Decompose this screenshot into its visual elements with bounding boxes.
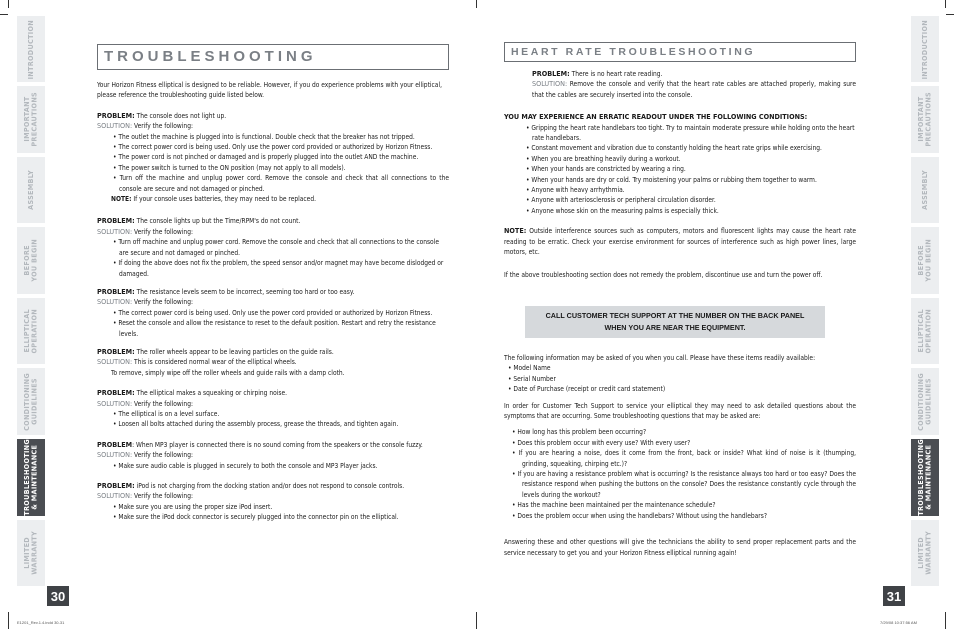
crop-mark — [0, 14, 8, 15]
info-intro: The following information may be asked of you when you call. Please have these items readily available: — [504, 354, 816, 362]
tab-elliptical-operation[interactable] — [17, 298, 45, 364]
solution-1 — [97, 121, 449, 131]
note-text: Outside interference sources such as computers, motors and fluorescent lights may cause the heart rate reading to be erratic. Check your exercise environment for sources of interference such as high power lines, large motors, etc. — [504, 227, 856, 257]
problem-text: There is no heart rate reading. — [571, 70, 663, 78]
tab-limited-warranty[interactable] — [911, 520, 939, 586]
list-item: • Model Name — [508, 364, 551, 373]
list-item: • Turn off machine and unplug power cord. Remove the console and check that all connections to the console are secure and not damaged or pinched. — [113, 238, 439, 257]
solution-label: SOLUTION: — [97, 226, 133, 236]
intro-text: Your Horizon Fitness elliptical is designed to be reliable. However, if you do experience problems with your elliptical, please reference the troubleshooting guide listed below. — [97, 81, 442, 100]
tab-introduction[interactable] — [17, 16, 45, 82]
solution-text: Verify the following: — [134, 122, 193, 131]
tab-label: TROUBLESHOOTING & MAINTENANCE — [22, 438, 39, 516]
list-item: • When you are breathing heavily during a workout. — [526, 154, 681, 163]
list-item: • Anyone with arteriosclerosis or peripheral circulation disorder. — [526, 196, 716, 205]
tab-troubleshooting-maintenance[interactable] — [17, 439, 45, 516]
print-footer-right: 7/29/08 10:37:56 AM — [880, 620, 917, 625]
list-item: • Anyone whose skin on the measuring palms is especially thick. — [526, 206, 719, 215]
problem-label: PROBLEM: — [97, 286, 135, 296]
tab-assembly[interactable] — [911, 157, 939, 223]
right-column — [504, 69, 856, 280]
problem-text: The elliptical makes a squeaking or chirping noise. — [136, 389, 287, 398]
solution-label: SOLUTION: — [97, 297, 133, 307]
hr-problem — [532, 69, 856, 79]
solution-2 — [97, 227, 449, 237]
tab-introduction[interactable] — [911, 16, 939, 82]
solution-text: This is considered normal wear of the elliptical wheels. — [134, 358, 297, 367]
tab-assembly[interactable] — [17, 157, 45, 223]
crop-mark — [476, 612, 477, 629]
solution-label: SOLUTION: — [97, 450, 133, 460]
tab-before-you-begin[interactable] — [911, 227, 939, 293]
list-item: • If doing the above does not fix the problem, the speed sensor and/or magnet may have become dislodged or damaged. — [113, 259, 444, 278]
tab-label: ASSEMBLY — [26, 170, 36, 211]
problem-4 — [97, 347, 449, 357]
remedy-text: If the above troubleshooting section does not remedy the problem, discontinue use and turn the power off. — [504, 270, 823, 279]
list-item: • When your hands are constricted by wearing a ring. — [526, 165, 686, 174]
list-item: • Reset the console and allow the resistance to reset to the default position. Restart and retry the resistance levels. — [113, 319, 436, 338]
tab-conditioning-guidelines[interactable] — [17, 368, 45, 434]
tab-label: LIMITED WARRANTY — [916, 530, 933, 575]
note-label: NOTE: — [111, 195, 132, 204]
list-item: • Date of Purchase (receipt or credit card statement) — [508, 385, 666, 394]
note — [504, 226, 856, 257]
list-item: • Turn off the machine and unplug power cord. Remove the console and check that all connections to the console are secure and not damaged or pinched. — [113, 174, 449, 193]
list-item: • The correct power cord is being used. Only use the power cord provided or authorized by Horizon Fitness. — [113, 308, 433, 317]
erratic-heading: YOU MAY EXPERIENCE AN ERRATIC READOUT UNDER THE FOLLOWING CONDITIONS: — [504, 112, 808, 122]
left-column — [97, 80, 449, 523]
problem-text: The resistance levels seem to be incorrect, seeming too hard or too easy. — [136, 287, 355, 296]
solution-text: Remove the console and verify that the heart rate cables are attached properly, making sure that the cables are securely inserted into the console. — [532, 80, 856, 99]
crop-mark — [945, 0, 946, 8]
crop-mark — [476, 0, 477, 8]
order-text: In order for Customer Tech Support to service your elliptical they may need to ask detailed questions about the symptoms that are occurring. Some troubleshooting questions that may be asked are: — [504, 401, 856, 421]
problem-text: The roller wheels appear to be leaving particles on the guide rails. — [136, 347, 334, 356]
solution-label: SOLUTION: — [97, 357, 133, 367]
problem-label: PROBLEM: — [532, 69, 570, 78]
note — [111, 194, 449, 204]
solution-label: SOLUTION: — [97, 121, 133, 131]
tab-label: ELLIPTICAL OPERATION — [916, 308, 933, 354]
list-item: • Serial Number — [508, 374, 556, 383]
crop-mark — [8, 612, 9, 629]
solution-detail: To remove, simply wipe off the roller wheels and guide rails with a damp cloth. — [111, 368, 345, 377]
list-item: • How long has this problem been occurring? — [512, 428, 647, 437]
list-item: • Loosen all bolts attached during the assembly process, grease the threads, and tighten again. — [113, 420, 399, 429]
problem-text: iPod is not charging from the docking station and/or does not respond to console controls. — [136, 482, 405, 490]
tab-label: LIMITED WARRANTY — [22, 530, 39, 575]
page-number-right: 31 — [883, 586, 905, 606]
left-section-tabs — [17, 16, 45, 586]
problem-label: PROBLEM — [97, 439, 133, 449]
solution-text: Verify the following: — [134, 399, 193, 408]
tab-label: CONDITIONING GUIDELINES — [916, 372, 933, 431]
tab-conditioning-guidelines[interactable] — [911, 368, 939, 434]
problem-5 — [97, 388, 449, 398]
crop-mark — [8, 0, 9, 8]
solution-label: SOLUTION: — [532, 79, 568, 89]
tab-important-precautions[interactable] — [911, 86, 939, 152]
list-item: • Does this problem occur with every use? With every user? — [512, 438, 691, 447]
note-text: If your console uses batteries, they may need to be replaced. — [133, 195, 316, 204]
tab-label: ELLIPTICAL OPERATION — [22, 308, 39, 354]
section-title: HEART RATE TROUBLESHOOTING — [511, 46, 756, 58]
tab-limited-warranty[interactable] — [17, 520, 45, 586]
tab-label: TROUBLESHOOTING & MAINTENANCE — [916, 438, 933, 516]
list-item: • The correct power cord is being used. Only use the power cord provided or authorized by Horizon Fitness. — [113, 143, 433, 152]
solution-text: Verify the following: — [134, 298, 193, 307]
list-item: • The power cord is not pinched or damaged and is properly plugged into the outlet AND the machine. — [113, 153, 419, 162]
list-item: • The outlet the machine is plugged into is functional. Double check that the breaker has not tripped. — [113, 132, 415, 141]
tab-elliptical-operation[interactable] — [911, 298, 939, 364]
problem-label: PROBLEM: — [97, 346, 135, 356]
solution-7 — [97, 491, 449, 501]
problem-text: When MP3 player is connected there is no sound coming from the speakers or the console fuzzy. — [136, 440, 423, 449]
solution-text: Verify the following: — [134, 451, 193, 460]
problem-6: PROBLEM: When MP3 player is connected there is no sound coming from the speakers or the console fuzzy. — [97, 439, 423, 449]
problem-label: PROBLEM: — [97, 481, 135, 490]
list-item: • Constant movement and vibration due to constantly holding the heart rate grips while exercising. — [526, 144, 822, 153]
left-title-box — [97, 44, 449, 70]
tab-label: IMPORTANT PRECAUTIONS — [916, 92, 933, 147]
problem-text: The console does not light up. — [136, 111, 227, 120]
tab-label: CONDITIONING GUIDELINES — [22, 372, 39, 431]
tab-label: INTRODUCTION — [920, 19, 930, 79]
solution-label: SOLUTION: — [97, 491, 133, 501]
solution-label: SOLUTION: — [97, 398, 133, 408]
closing-text: Answering these and other questions will give the technicians the ability to send proper replacement parts and the service necessary to get you and your Horizon Fitness elliptical running again! — [504, 538, 856, 557]
list-item: • If you are having a resistance problem what is occurring? Is the resistance always too hard or too easy? Does the resistance respond when pushing the buttons on the console? Does the resistance constantly cycle through the levels during the workout? — [512, 470, 856, 499]
tab-label: BEFORE YOU BEGIN — [22, 239, 39, 282]
solution-5 — [97, 399, 449, 409]
page-title: TROUBLESHOOTING — [104, 48, 317, 65]
list-item: • The power switch is turned to the ON position (may not apply to all models). — [113, 163, 346, 172]
solution-3 — [97, 297, 449, 307]
tab-label: BEFORE YOU BEGIN — [916, 239, 933, 282]
list-item: • Make sure audio cable is plugged in securely to both the console and MP3 Player jacks. — [113, 461, 378, 470]
hr-solution — [532, 79, 856, 100]
problem-1 — [97, 111, 449, 121]
problem-3 — [97, 287, 449, 297]
page-number-left: 30 — [47, 586, 69, 606]
print-footer-left: E1201_Rev.1.4.indd 30-31 — [17, 620, 65, 625]
problem-label: PROBLEM: — [97, 216, 135, 226]
problem-7 — [97, 481, 449, 491]
call-line-1: CALL CUSTOMER TECH SUPPORT AT THE NUMBER ON THE BACK PANEL — [545, 311, 805, 320]
tab-important-precautions[interactable] — [17, 86, 45, 152]
solution-6 — [97, 450, 449, 460]
solution-4 — [97, 357, 449, 367]
list-item: • Gripping the heart rate handlebars too tight. Try to maintain moderate pressure while holding onto the heart rate handlebars. — [526, 123, 855, 143]
list-item: • Make sure you are using the proper size iPod insert. — [113, 502, 273, 511]
tab-label: ASSEMBLY — [920, 170, 930, 211]
list-item: • If you are hearing a noise, does it come from the front, back or inside? What kind of noise is it (thumping, grinding, squeaking, chirping etc.)? — [512, 449, 856, 468]
list-item: • Has the machine been maintained per the maintenance schedule? — [512, 501, 716, 510]
crop-mark — [946, 14, 954, 15]
problem-label: PROBLEM: — [97, 110, 135, 120]
note-label: NOTE: — [504, 226, 527, 236]
call-support-banner — [525, 306, 825, 338]
right-column-lower — [504, 353, 856, 558]
problem-label: PROBLEM: — [97, 388, 135, 398]
list-item: • Make sure the iPod dock connector is securely plugged into the connector pin on the elliptical. — [113, 513, 399, 522]
problem-2 — [97, 216, 449, 226]
tab-troubleshooting-maintenance[interactable] — [911, 439, 939, 516]
crop-mark — [945, 612, 946, 629]
call-line-2: WHEN YOU ARE NEAR THE EQUIPMENT. — [604, 323, 746, 332]
list-item: • Does the problem occur when using the handlebars? Without using the handlebars? — [512, 511, 767, 520]
tab-before-you-begin[interactable] — [17, 227, 45, 293]
list-item: • Anyone with heavy arrhythmia. — [526, 186, 625, 195]
list-item: • When your hands are dry or cold. Try moistening your palms or rubbing them together to warm. — [526, 175, 817, 184]
solution-text: Verify the following: — [134, 227, 193, 236]
solution-text: Verify the following: — [134, 492, 193, 501]
right-section-tabs — [911, 16, 939, 586]
tab-label: IMPORTANT PRECAUTIONS — [22, 92, 39, 147]
problem-text: The console lights up but the Time/RPM's do not count. — [136, 217, 301, 226]
list-item: • The elliptical is on a level surface. — [113, 409, 220, 418]
right-title-box — [504, 42, 856, 62]
tab-label: INTRODUCTION — [26, 19, 36, 79]
